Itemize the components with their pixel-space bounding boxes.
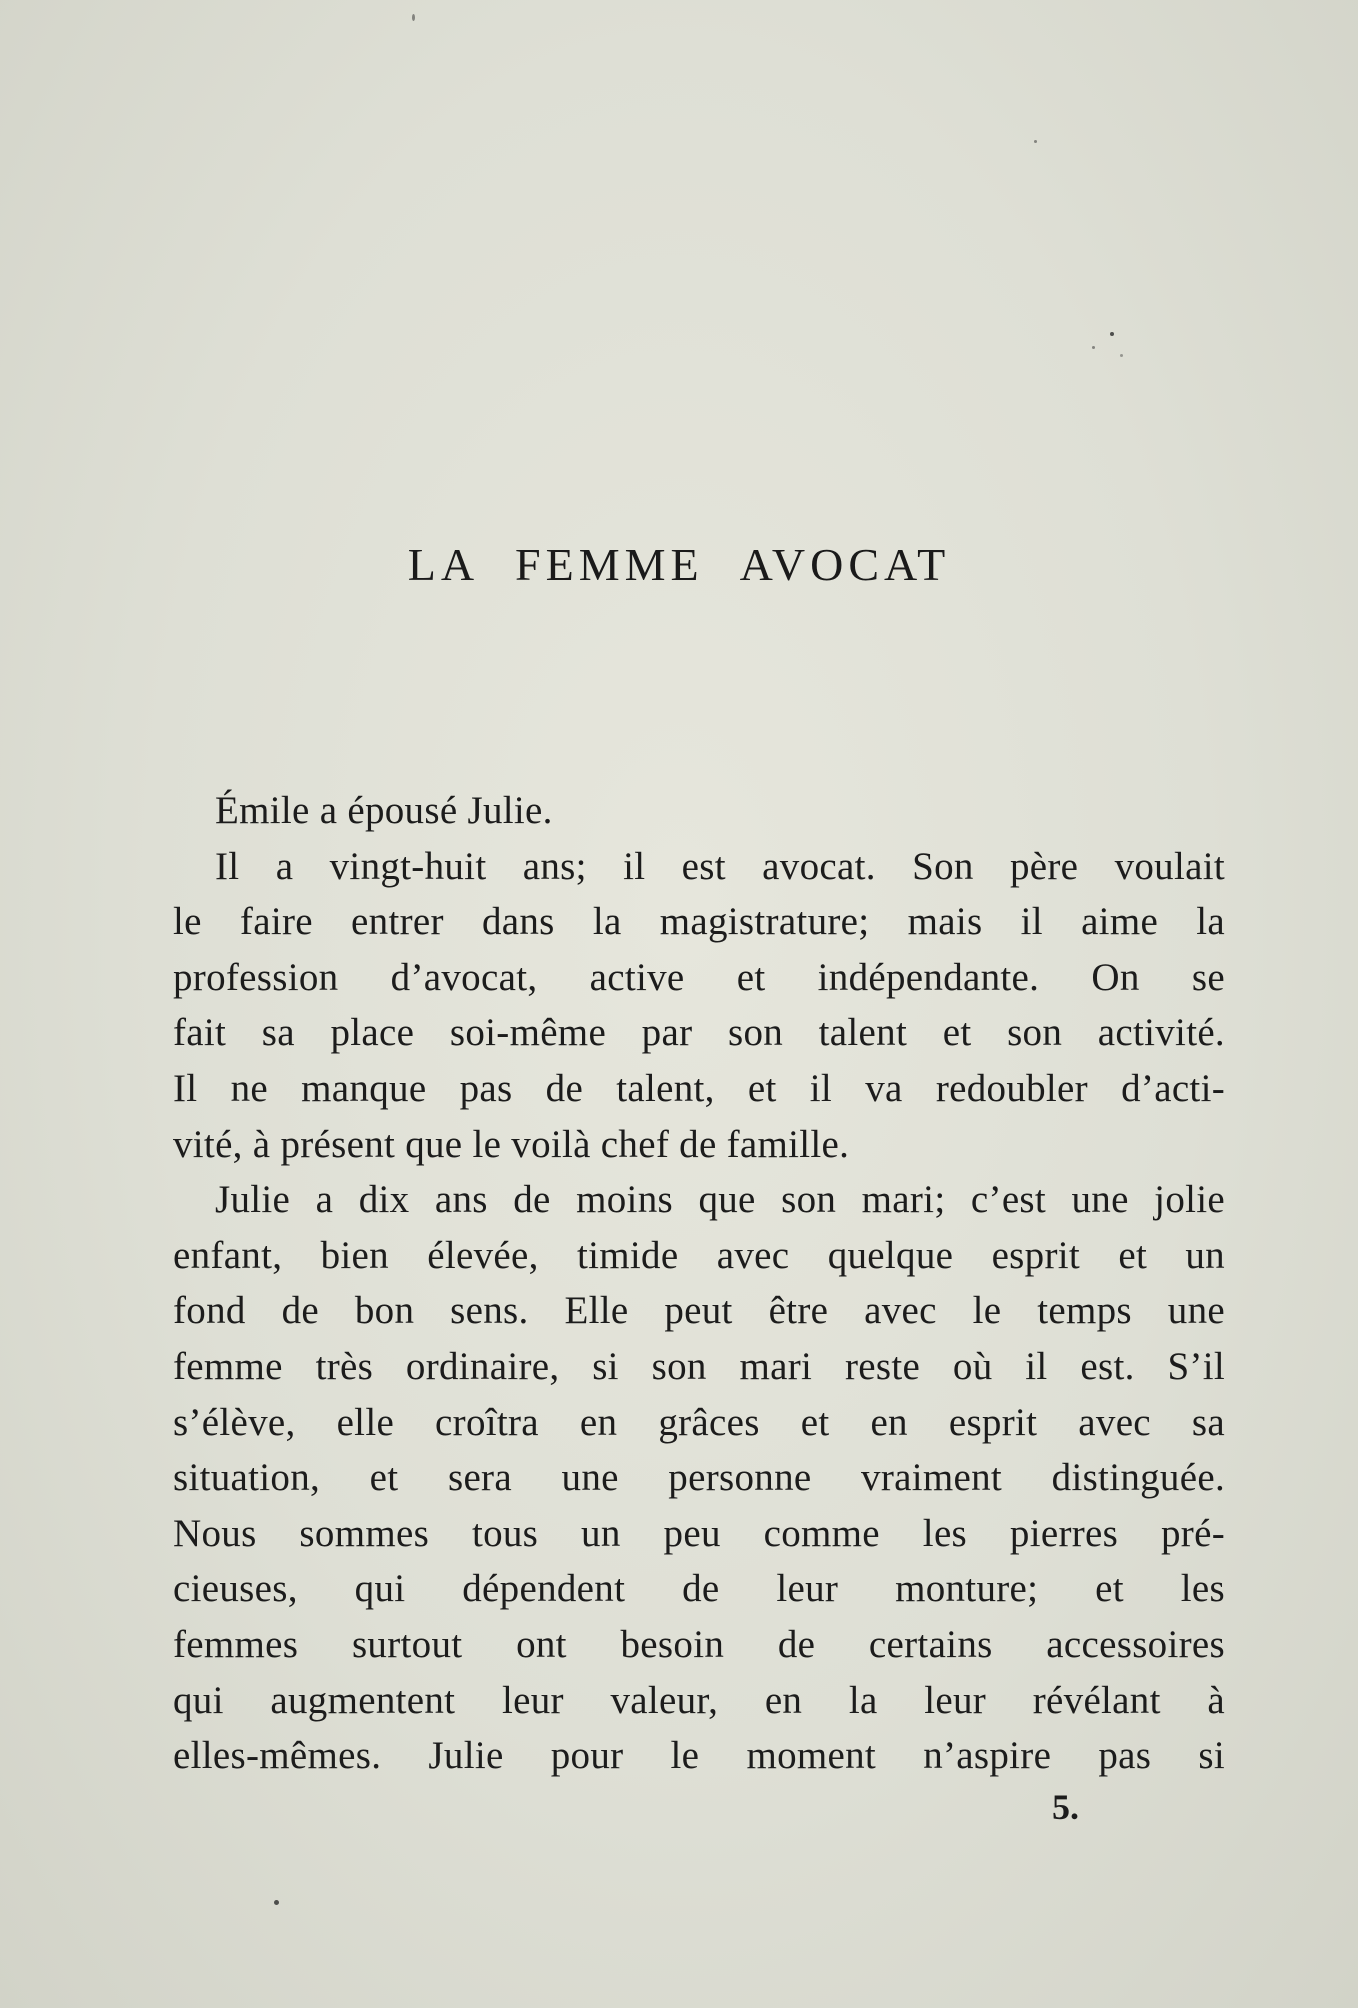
text-line: Julie a dix ans de moins que son mari; c’est une jolie <box>215 1178 1225 1222</box>
text-line: le faire entrer dans la magistrature; mais il aime la <box>173 900 1225 944</box>
speck <box>1110 332 1114 336</box>
speck <box>274 1900 279 1905</box>
text-line: qui augmentent leur valeur, en la leur révélant à <box>173 1678 1225 1722</box>
text-line: situation, et sera une personne vraiment distinguée. <box>173 1456 1225 1500</box>
page-number: 5. <box>1052 1787 1079 1827</box>
text-line: elles-mêmes. Julie pour le moment n’aspire pas si <box>173 1734 1225 1778</box>
text-line: Nous sommes tous un peu comme les pierres pré- <box>173 1511 1225 1555</box>
text-line: Émile a épousé Julie. <box>215 789 553 832</box>
speck <box>1092 346 1095 349</box>
speck <box>1034 140 1037 143</box>
text-line: s’élève, elle croîtra en grâces et en esprit avec sa <box>173 1400 1225 1444</box>
text-line: profession d’avocat, active et indépendante. On se <box>173 955 1225 999</box>
text-line: femmes surtout ont besoin de certains accessoires <box>173 1622 1225 1666</box>
text-line: fond de bon sens. Elle peut être avec le temps une <box>173 1289 1225 1333</box>
text-line: Il a vingt-huit ans; il est avocat. Son père voulait <box>215 844 1225 888</box>
text-line: enfant, bien élevée, timide avec quelque esprit et un <box>173 1233 1225 1277</box>
body-text <box>173 783 1225 1784</box>
text-line: cieuses, qui dépendent de leur monture; et les <box>173 1567 1225 1611</box>
chapter-title: LA FEMME AVOCAT <box>407 539 951 590</box>
speck <box>412 14 415 21</box>
speck <box>1120 354 1123 357</box>
text-line: Il ne manque pas de talent, et il va redoubler d’acti- <box>173 1066 1225 1110</box>
text-line: fait sa place soi-même par son talent et son activité. <box>173 1011 1225 1055</box>
paper-specks <box>1080 330 1140 370</box>
text-line: femme très ordinaire, si son mari reste où il est. S’il <box>173 1344 1225 1388</box>
text-line: vité, à présent que le voilà chef de famille. <box>173 1122 850 1166</box>
